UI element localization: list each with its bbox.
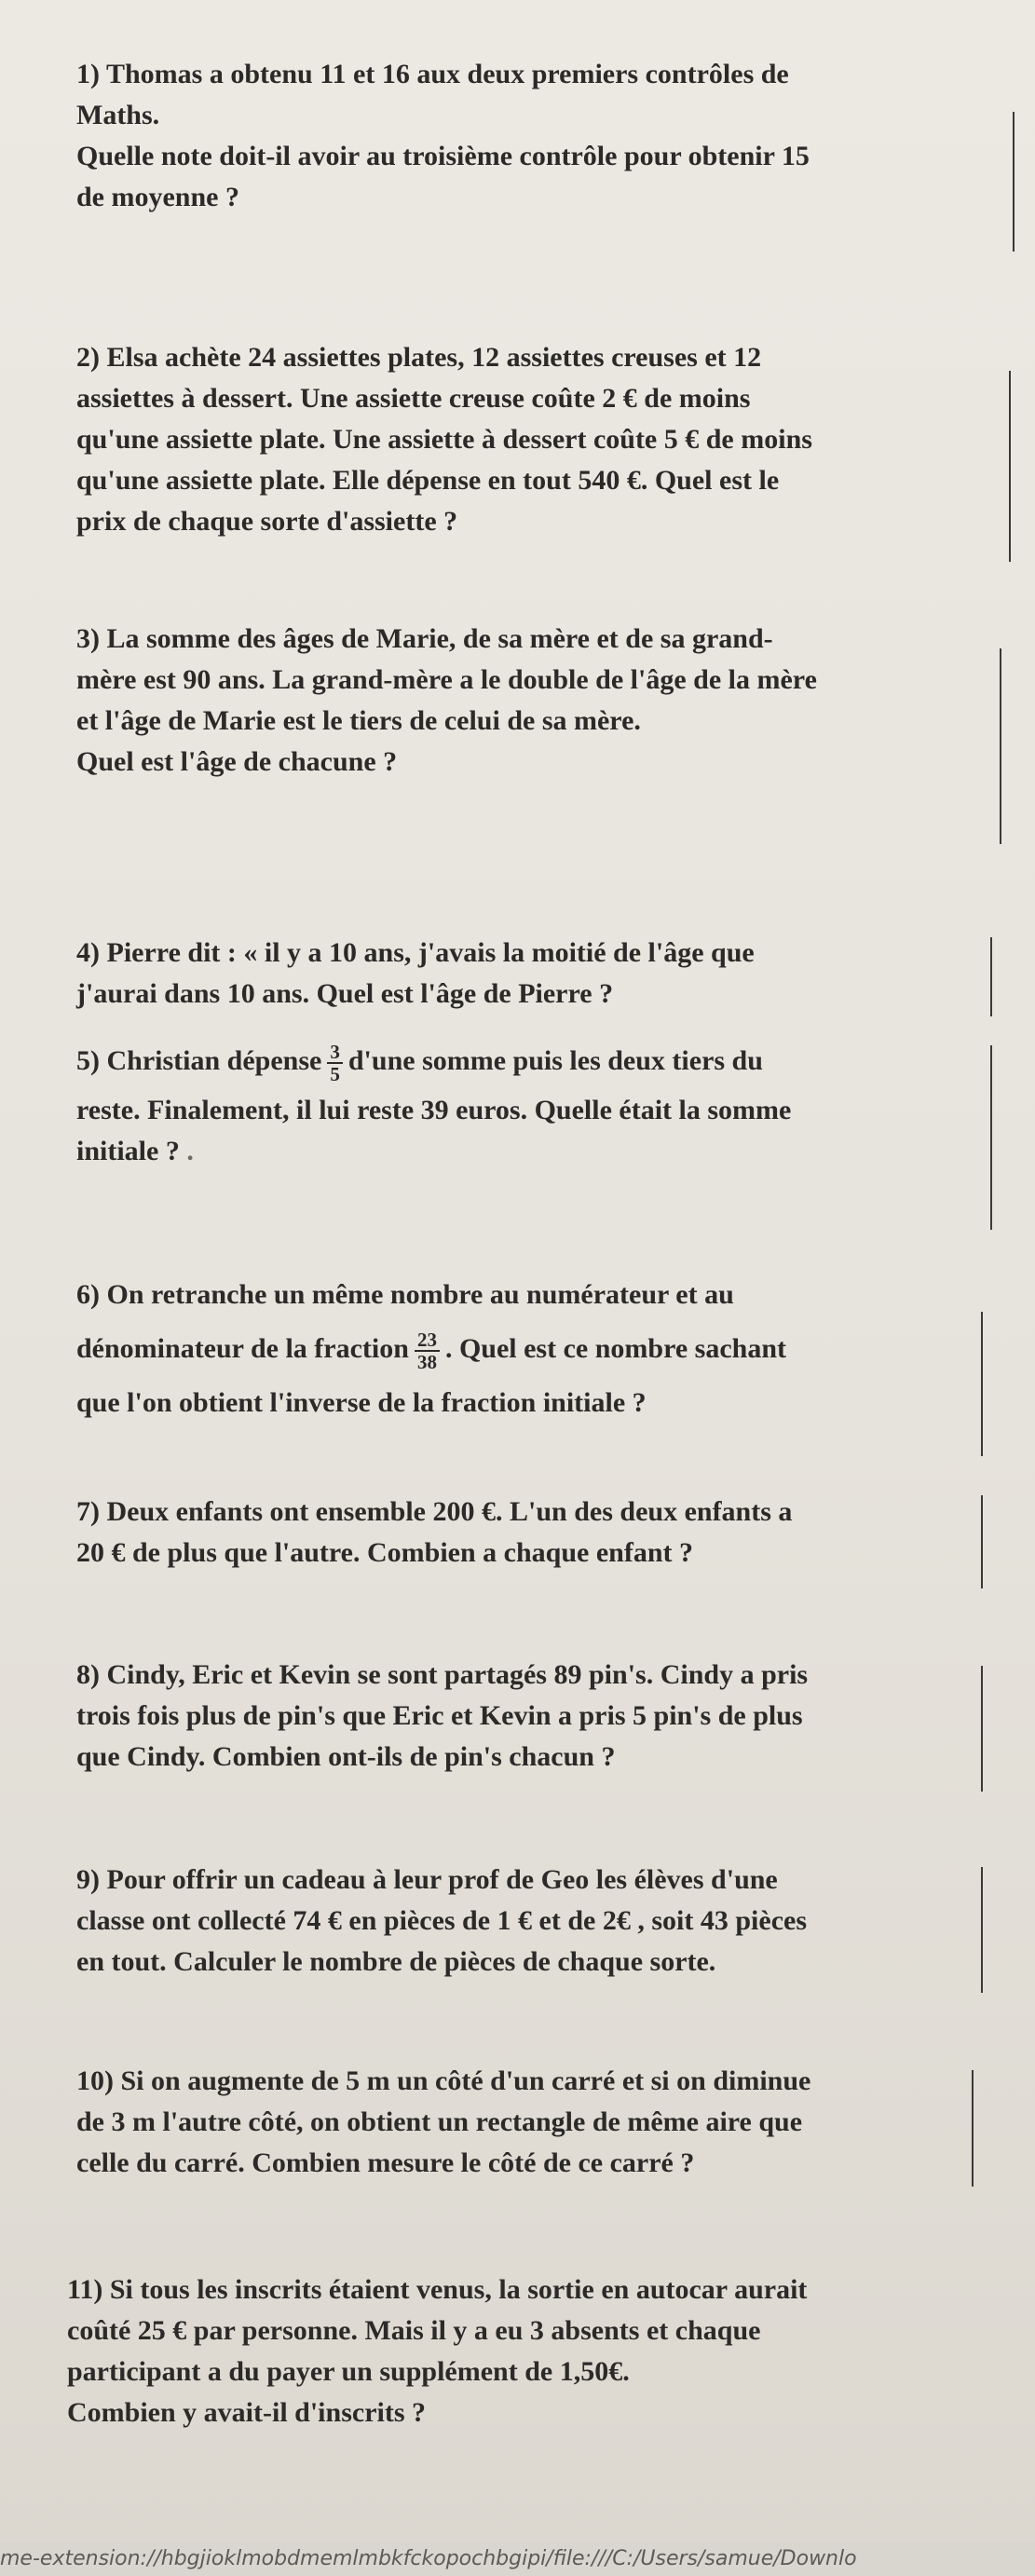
problem-text-line: en tout. Calculer le nombre de pièces de chaque sorte. <box>76 1946 716 1977</box>
answer-bracket <box>1009 371 1011 562</box>
problem-text-line: que Cindy. Combien ont-ils de pin's chacun ? <box>76 1741 616 1772</box>
problem-text-line: j'aurai dans 10 ans. Quel est l'âge de Pierre ? <box>76 978 614 1009</box>
problem-number: 10) <box>76 2065 114 2096</box>
file-url-text: me-extension://hbgjioklmobdmemlmbkfckopochbgipi/file:///C:/Users/samue/Downlo <box>0 2547 857 2570</box>
answer-bracket <box>981 1312 983 1456</box>
problem-text-line <box>76 1655 971 1696</box>
answer-bracket <box>981 1867 983 1993</box>
problem-text-line: participant a du payer un supplément de 1,50€. <box>67 2356 630 2387</box>
problem-text: Si on augmente de 5 m un côté d'un carré et si on diminue <box>120 2065 811 2096</box>
fraction-denominator: 38 <box>416 1351 437 1374</box>
problem-text-line: que l'on obtient l'inverse de la fraction initiale ? <box>76 1387 647 1418</box>
answer-bracket <box>990 1045 992 1230</box>
problem-number: 8) <box>76 1659 100 1690</box>
problem-number: 4) <box>76 937 100 968</box>
problem-text-line: celle du carré. Combien mesure le côté de ce carré ? <box>76 2147 695 2178</box>
problem-text: Pour offrir un cadeau à leur prof de Geo les élèves d'une <box>106 1864 778 1895</box>
problem-text-line <box>67 2269 961 2310</box>
problem-text: La somme des âges de Marie, de sa mère et de sa grand- <box>106 623 773 654</box>
answer-bracket <box>972 2070 974 2187</box>
fraction <box>415 1329 440 1372</box>
problem-4 <box>76 933 971 1015</box>
answer-bracket <box>990 937 992 1016</box>
problem-number: 5) <box>76 1045 100 1076</box>
fraction-denominator: 5 <box>330 1063 340 1086</box>
problem-text-line: Quelle note doit-il avoir au troisième contrôle pour obtenir 15 <box>76 141 810 171</box>
problem-8 <box>76 1655 971 1778</box>
problem-text-line: initiale ? . <box>76 1136 194 1166</box>
problem-text: On retranche un même nombre au numérateur et au <box>106 1279 734 1310</box>
problem-text-line: Combien y avait-il d'inscrits ? <box>67 2397 427 2428</box>
problem-text-line: trois fois plus de pin's que Eric et Kevin a pris 5 pin's de plus <box>76 1700 803 1731</box>
problem-text: Pierre dit : « il y a 10 ans, j'avais la moitié de l'âge que <box>106 937 755 968</box>
problem-text-line: qu'une assiette plate. Elle dépense en tout 540 €. Quel est le <box>76 465 780 496</box>
problem-3 <box>76 619 971 783</box>
problem-text: Deux enfants ont ensemble 200 €. L'un des deux enfants a <box>106 1496 793 1527</box>
fraction-numerator: 23 <box>415 1329 440 1352</box>
problem-11 <box>67 2269 961 2433</box>
problem-text-line <box>76 1315 971 1383</box>
problem-number: 9) <box>76 1864 100 1895</box>
fraction <box>327 1042 343 1084</box>
answer-bracket <box>1000 648 1001 844</box>
problem-text-line: de 3 m l'autre côté, on obtient un rectangle de même aire que <box>76 2106 803 2137</box>
answer-bracket <box>1013 112 1015 252</box>
problem-text-line: assiettes à dessert. Une assiette creuse coûte 2 € de moins <box>76 383 751 414</box>
problem-text-line: de moyenne ? <box>76 182 239 212</box>
problem-6 <box>76 1274 971 1424</box>
problem-text-line: 20 € de plus que l'autre. Combien a chaque enfant ? <box>76 1537 694 1568</box>
problem-5 <box>76 1032 971 1172</box>
answer-bracket <box>981 1495 983 1588</box>
problem-text-line: Quel est l'âge de chacune ? <box>76 746 398 777</box>
problem-10 <box>76 2061 971 2184</box>
problem-text-line: reste. Finalement, il lui reste 39 euros. Quelle était la somme <box>76 1095 792 1125</box>
problem-text: dénominateur de la fraction <box>76 1333 409 1364</box>
problem-text-line <box>76 1032 971 1090</box>
problem-text: d'une somme puis les deux tiers du <box>347 1045 763 1076</box>
problem-text-line: coûté 25 € par personne. Mais il y a eu 3 absents et chaque <box>67 2315 761 2346</box>
problem-text-line: mère est 90 ans. La grand-mère a le double de l'âge de la mère <box>76 664 817 695</box>
problem-text: Cindy, Eric et Kevin se sont partagés 89 pin's. Cindy a pris <box>106 1659 809 1690</box>
problem-number: 11) <box>67 2274 103 2305</box>
problem-text: initiale ? <box>76 1136 180 1166</box>
browser-url-footer <box>0 2542 1035 2576</box>
problem-text: Si tous les inscrits étaient venus, la sortie en autocar aurait <box>109 2274 808 2305</box>
problem-number: 6) <box>76 1279 100 1310</box>
problem-text-line <box>76 54 971 95</box>
problem-text: Thomas a obtenu 11 et 16 aux deux premiers contrôles de <box>105 59 789 89</box>
problem-number: 1) <box>76 59 100 89</box>
problem-text-line <box>76 1274 971 1315</box>
problem-2 <box>76 337 971 542</box>
problem-text-line <box>76 2061 971 2102</box>
problem-1 <box>76 54 971 218</box>
problem-text-line: et l'âge de Marie est le tiers de celui de sa mère. <box>76 705 641 736</box>
problem-text-line: Maths. <box>76 100 160 130</box>
problem-text-line: classe ont collecté 74 € en pièces de 1 € et de 2€ , soit 43 pièces <box>76 1905 807 1936</box>
problem-text-line <box>76 337 971 378</box>
answer-bracket <box>981 1666 983 1792</box>
problem-text-line: prix de chaque sorte d'assiette ? <box>76 506 458 537</box>
problem-text-line <box>76 619 971 660</box>
problem-text: Elsa achète 24 assiettes plates, 12 assiettes creuses et 12 <box>106 342 762 373</box>
problem-text: Christian dépense <box>106 1045 322 1076</box>
problem-text: . Quel est ce nombre sachant <box>444 1333 787 1364</box>
problem-number: 2) <box>76 342 100 373</box>
problem-9 <box>76 1860 971 1983</box>
problem-text-line <box>76 1492 971 1533</box>
problem-7 <box>76 1492 971 1574</box>
problem-number: 7) <box>76 1496 100 1527</box>
fraction-numerator: 3 <box>327 1042 343 1064</box>
problem-text-line: qu'une assiette plate. Une assiette à dessert coûte 5 € de moins <box>76 424 812 455</box>
problem-number: 3) <box>76 623 100 654</box>
problem-text-line <box>76 933 971 974</box>
problem-text-line <box>76 1860 971 1901</box>
